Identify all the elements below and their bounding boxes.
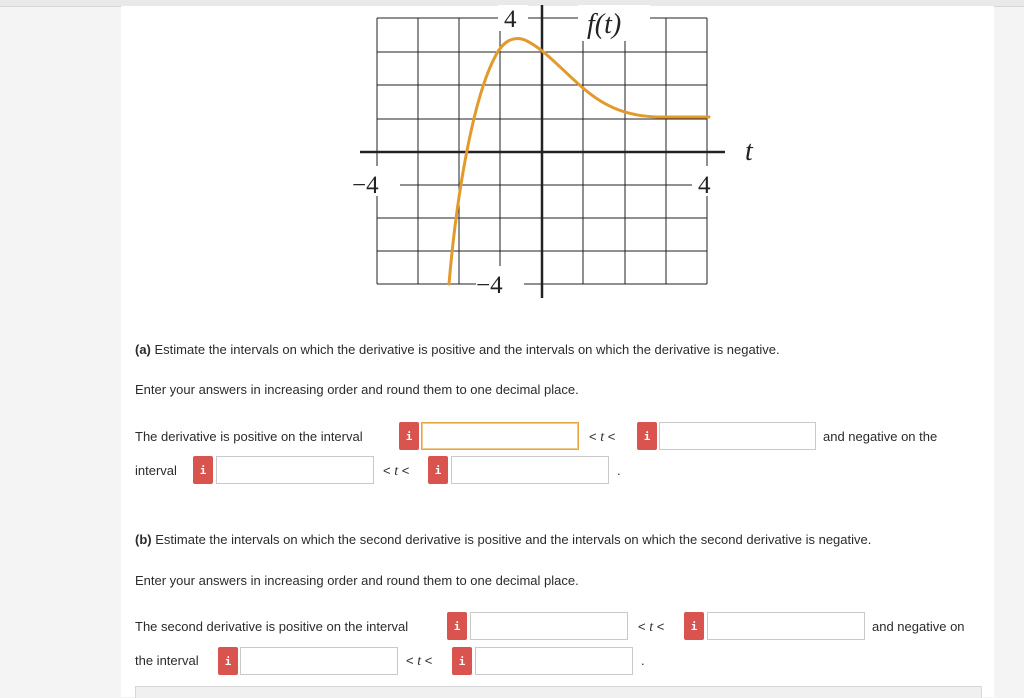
axis-label-t: t xyxy=(745,136,753,167)
info-icon-a-pos-start[interactable]: i xyxy=(399,422,419,450)
tick-label-top: 4 xyxy=(504,6,517,33)
part-b-prompt xyxy=(135,532,871,548)
inequality-a-pos: < t < xyxy=(589,429,616,445)
part-a-instruction: Enter your answers in increasing order and round them to one decimal place. xyxy=(135,382,579,397)
part-b-label: (b) xyxy=(135,532,152,547)
a-negative-end-input[interactable] xyxy=(451,456,609,484)
function-curve xyxy=(449,39,709,284)
info-icon-a-pos-end[interactable]: i xyxy=(637,422,657,450)
a-positive-end-input[interactable] xyxy=(659,422,816,450)
part-a-prompt xyxy=(135,342,780,358)
info-icon-b-neg-end[interactable]: i xyxy=(452,647,472,675)
info-icon-b-pos-end[interactable]: i xyxy=(684,612,704,640)
function-label: f(t) xyxy=(587,9,622,40)
part-b-line1-text: The second derivative is positive on the interval xyxy=(135,619,409,634)
a-positive-start-input[interactable] xyxy=(421,422,579,450)
info-icon-a-neg-end[interactable]: i xyxy=(428,456,448,484)
inequality-b-neg: < t < xyxy=(406,653,433,669)
function-graph xyxy=(340,0,780,310)
part-b-line2-text: the interval xyxy=(135,653,199,668)
tick-label-left: −4 xyxy=(352,172,379,199)
tick-label-right: 4 xyxy=(698,172,711,199)
inequality-b-pos: < t < xyxy=(638,619,665,635)
b-positive-end-input[interactable] xyxy=(707,612,865,640)
part-a-line1-after: and negative on the xyxy=(823,429,938,444)
part-b-line1-after: and negative on xyxy=(872,619,965,634)
part-a-line2-text: interval xyxy=(135,463,177,478)
info-icon-b-neg-start[interactable]: i xyxy=(218,647,238,675)
next-section-edge xyxy=(135,686,982,698)
part-a-label: (a) xyxy=(135,342,151,357)
part-a-line1-text: The derivative is positive on the interval xyxy=(135,429,363,444)
b-positive-start-input[interactable] xyxy=(470,612,628,640)
part-a-prompt-text: Estimate the intervals on which the derivative is positive and the intervals on which the derivative is negative. xyxy=(154,342,780,357)
info-icon-b-pos-start[interactable]: i xyxy=(447,612,467,640)
part-a-period: . xyxy=(617,463,621,478)
axes xyxy=(360,5,725,298)
inequality-a-neg: < t < xyxy=(383,463,410,479)
b-negative-start-input[interactable] xyxy=(240,647,398,675)
part-b-prompt-text: Estimate the intervals on which the second derivative is positive and the intervals on which the second derivative is negative. xyxy=(155,532,872,547)
tick-label-bottom: −4 xyxy=(476,272,503,299)
a-negative-start-input[interactable] xyxy=(216,456,374,484)
part-b-period: . xyxy=(641,653,645,668)
info-icon-a-neg-start[interactable]: i xyxy=(193,456,213,484)
b-negative-end-input[interactable] xyxy=(475,647,633,675)
part-b-instruction: Enter your answers in increasing order and round them to one decimal place. xyxy=(135,573,579,588)
